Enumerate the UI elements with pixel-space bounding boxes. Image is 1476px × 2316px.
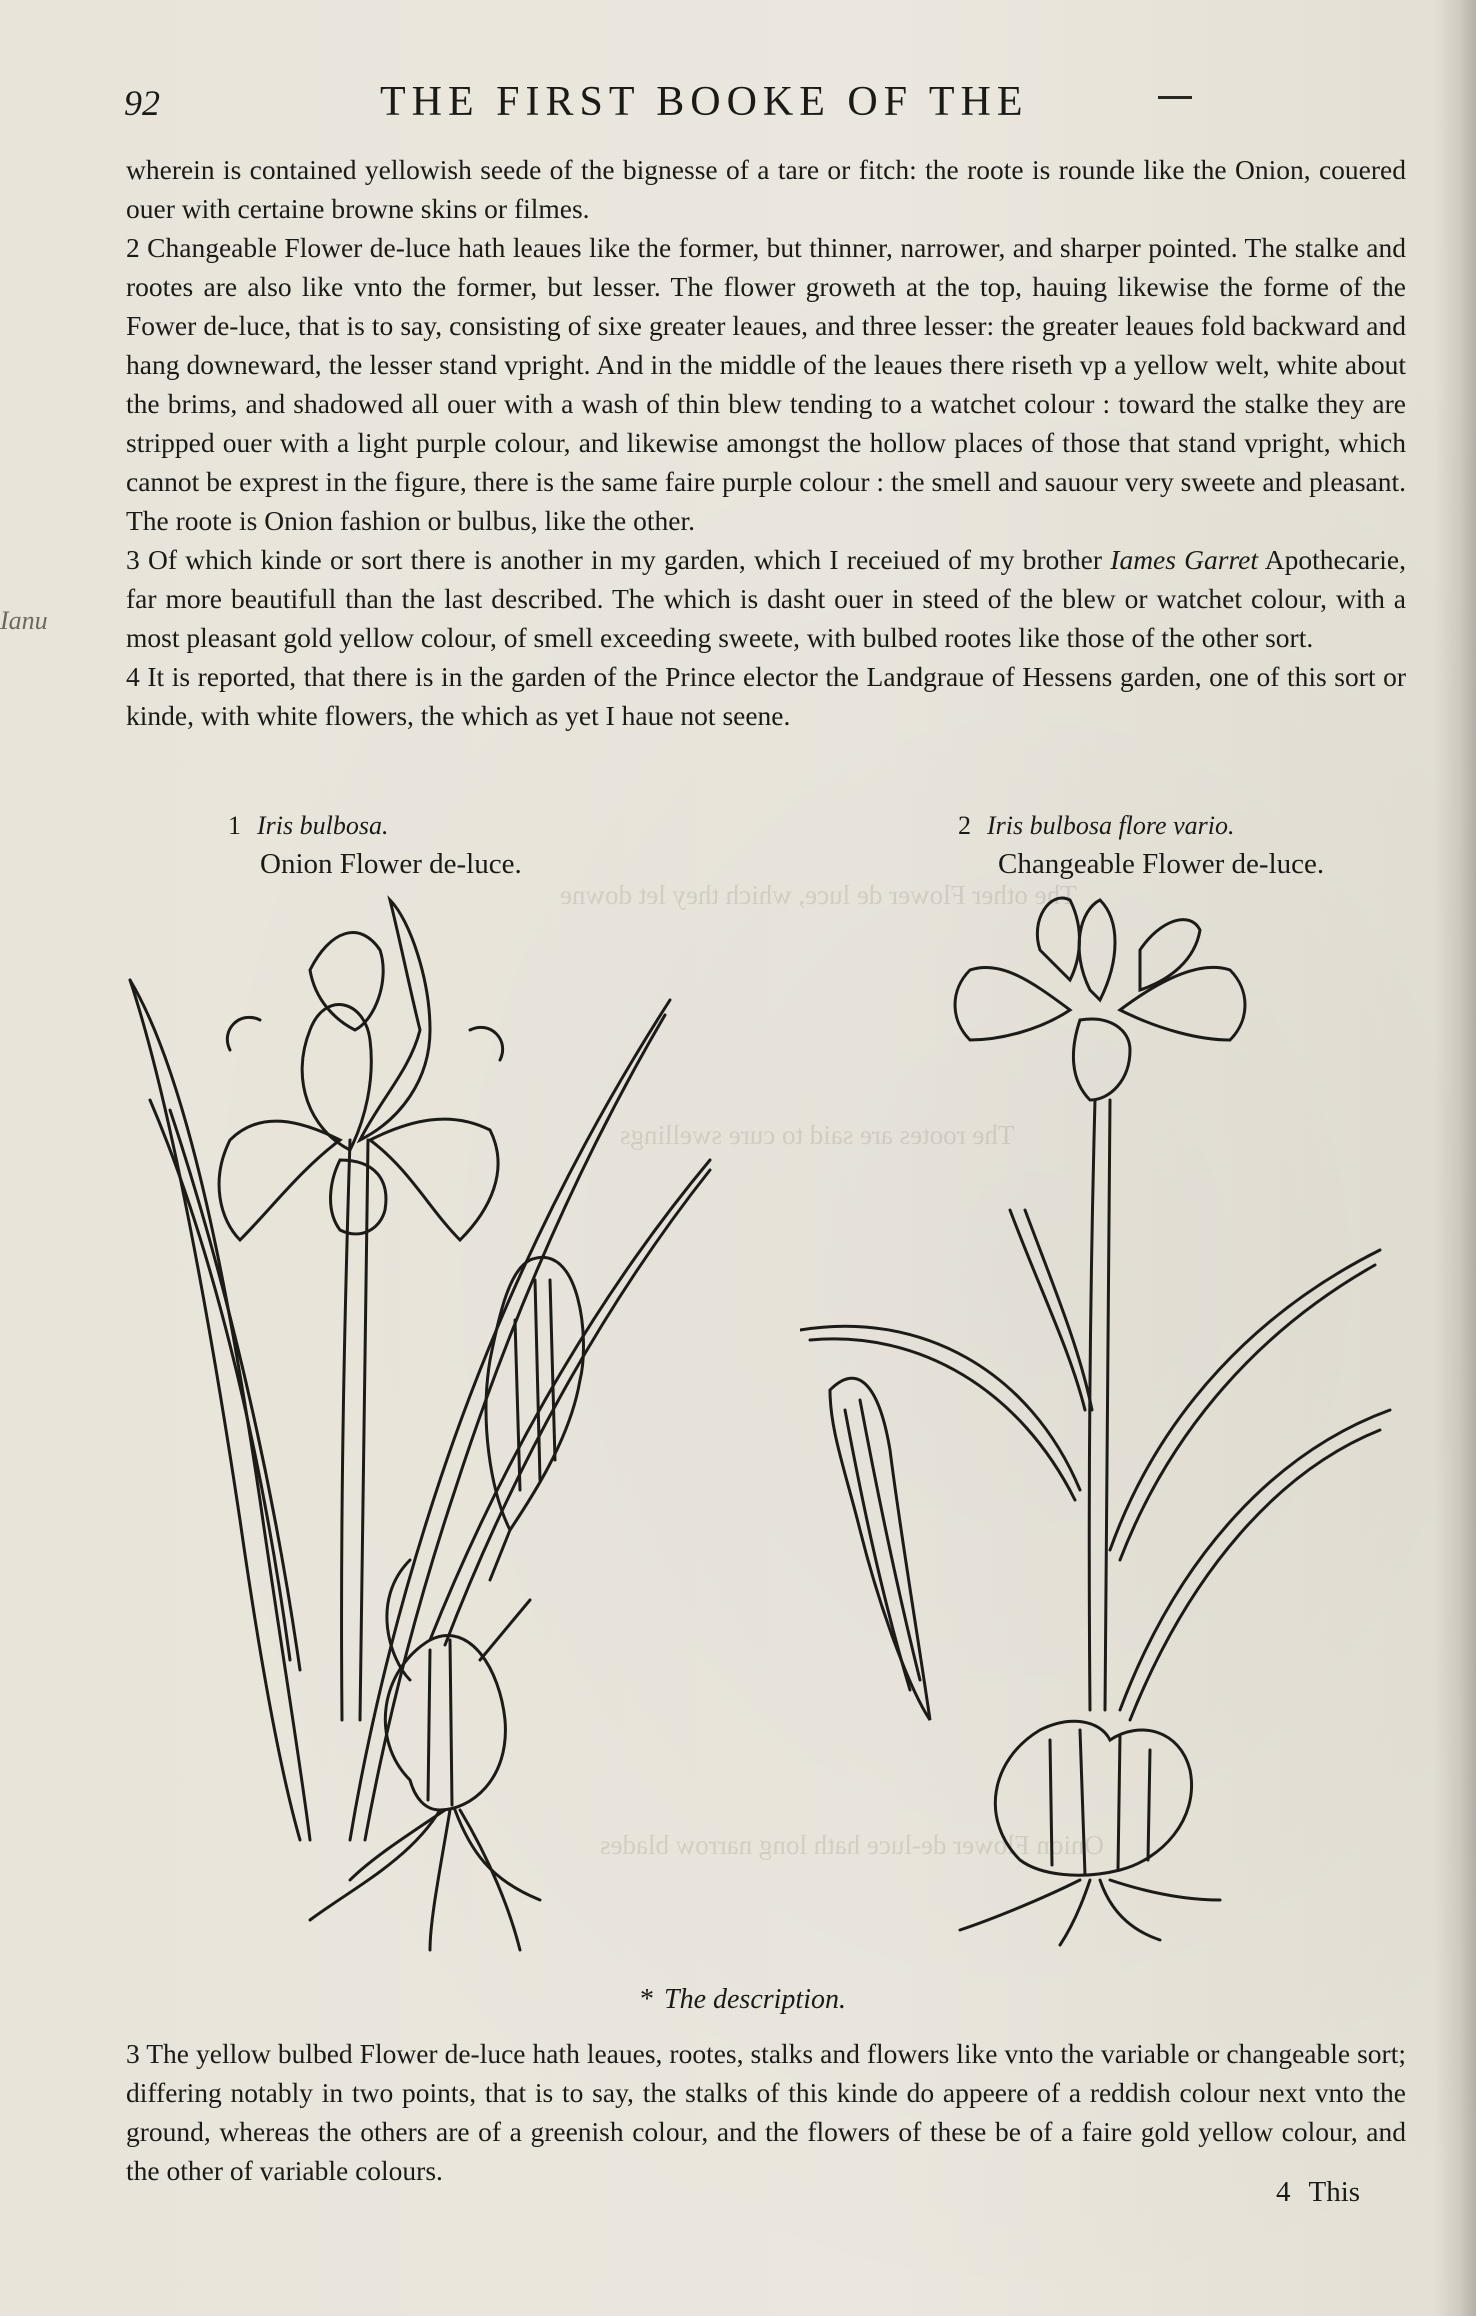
paragraph-2: 2 Changeable Flower de-luce hath leaues like the former, but thinner, narrower, and sharper pointed. The stalke and rootes are also like vnto the former, but lesser. The flower groweth at the top, hauing likewise the forme of the Fower de-luce, that is to say, consisting of sixe greater leaues, and three lesser: the greater leaues fold backward and hang downeward, the lesser stand vpright. And in the middle of the leaues there riseth vp a yellow welt, white about the brims, and shadowed all ouer with a wash of thin blew tending to a watchet colour : toward the stalke they are stripped ouer with a light purple colour, and likewise amongst the hollow places of those that stand vpright, which cannot be exprest in the figure, there is the same faire purple colour : the smell and sauour very sweete and pleasant. The roote is Onion fashion or bulbus, like the other. bbox=[126, 232, 1406, 536]
paragraph-3 bbox=[126, 540, 1406, 657]
paragraph-3-text-b: Apothecarie, far more beautifull than the last described. The which is dasht ouer in steed of the blew or watchet colour, with a most pleasant gold yellow colour, of smell exceeding sweete, with bulbed rootes like those of the other sort. bbox=[126, 544, 1406, 653]
paragraph-3-name: Iames Garret bbox=[1110, 544, 1259, 575]
figure-2-number: 2 bbox=[958, 811, 971, 840]
show-through-text: The rootes are said to cure swellings bbox=[620, 1120, 1015, 1150]
figure-1-common-name: Onion Flower de-luce. bbox=[260, 848, 522, 880]
catchword-number: 4 bbox=[1276, 2176, 1291, 2208]
page-number: 92 bbox=[124, 83, 160, 123]
bottom-text-block bbox=[126, 2034, 1406, 2190]
paragraph-3-text-a: 3 Of which kinde or sort there is another in my garden, which I receiued of my brother bbox=[126, 544, 1111, 575]
description-mark: * bbox=[640, 1984, 654, 2015]
figure-1-latin-name: Iris bulbosa. bbox=[257, 811, 389, 840]
catchword bbox=[1276, 2176, 1360, 2209]
description-heading bbox=[640, 1984, 846, 2016]
show-through-text: Onion Flower de-luce hath long narrow blades bbox=[600, 1830, 1104, 1860]
figure-1-caption bbox=[228, 806, 522, 883]
paragraph-4: 4 It is reported, that there is in the garden of the Prince elector the Landgraue of Hessens garden, one of this sort or kinde, with white flowers, the which as yet I haue not seene. bbox=[126, 661, 1406, 731]
catchword-text: This bbox=[1308, 2176, 1361, 2208]
top-text-block bbox=[126, 150, 1406, 735]
figure-2-caption bbox=[958, 806, 1324, 883]
figure-1-number: 1 bbox=[228, 811, 241, 840]
running-title-dash bbox=[1158, 96, 1192, 99]
figure-2-common-name: Changeable Flower de-luce. bbox=[998, 848, 1325, 880]
paragraph-continued: wherein is contained yellowish seede of the bignesse of a tare or fitch: the roote is rounde like the Onion, couered ouer with certaine browne skins or filmes. bbox=[126, 154, 1406, 224]
figure-2-latin-name: Iris bulbosa flore vario. bbox=[987, 811, 1235, 840]
description-paragraph-3: 3 The yellow bulbed Flower de-luce hath leaues, rootes, stalks and flowers like vnto the variable or changeable sort; differing notably in two points, that is to say, the stalks of this kinde do appeere of a reddish colour next vnto the ground, whereas the others are of a greenish colour, and the flowers of these be of a faire gold yellow colour, and the other of variable colours. bbox=[126, 2038, 1406, 2186]
figure-2-woodcut bbox=[800, 890, 1400, 1950]
figure-1-woodcut bbox=[110, 880, 730, 1960]
margin-annotation: Ianu bbox=[0, 606, 48, 635]
running-title: THE FIRST BOOKE OF THE bbox=[380, 79, 1029, 125]
show-through-text: The other Flower de luce, which they let downe bbox=[560, 880, 1077, 910]
page-gutter-shadow bbox=[1434, 0, 1476, 2316]
description-heading-text: The description. bbox=[664, 1984, 846, 2015]
